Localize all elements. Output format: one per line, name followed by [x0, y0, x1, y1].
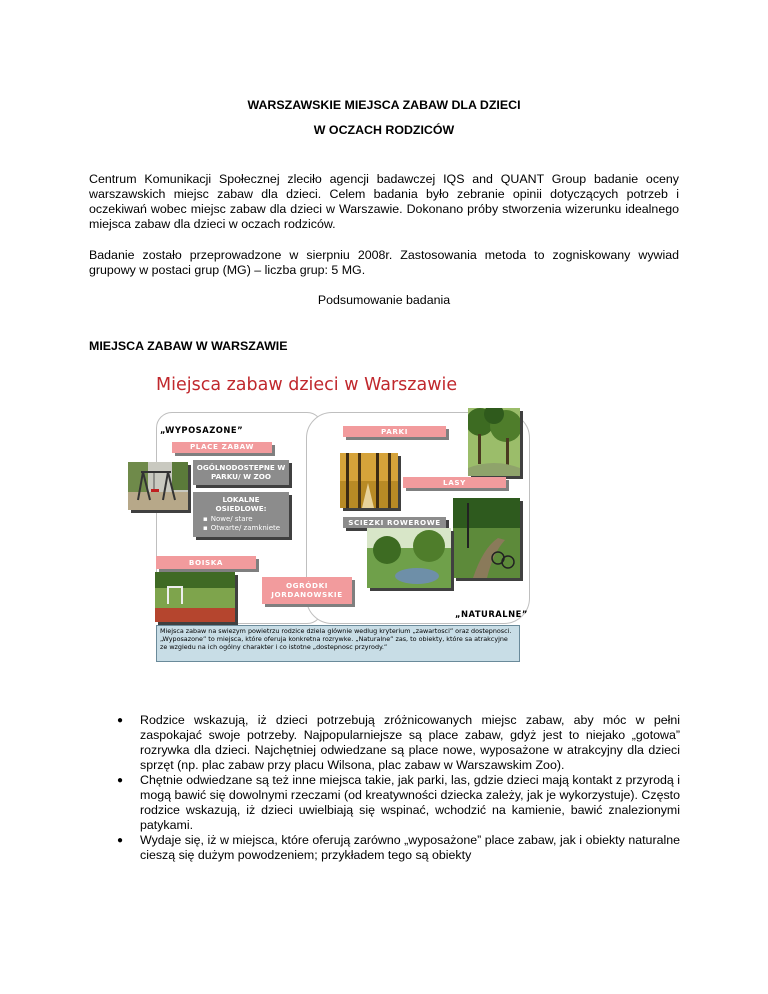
bike-path-photo [453, 498, 520, 578]
ogolnodostepne-box [193, 460, 289, 485]
bullet-list [117, 713, 680, 863]
natural-label: „NATURALNE” [455, 609, 528, 619]
document-subtitle: W OCZACH RODZICÓW [313, 123, 455, 137]
lasy-badge: LASY [403, 477, 506, 488]
ogolnodostepne-label: OGÓLNODOSTEPNE W PARKU/ W ZOO [196, 463, 286, 481]
forest-photo [340, 453, 398, 508]
diagram-title: Miejsca zabaw dzieci w Warszawie [156, 375, 458, 395]
park-photo [468, 408, 520, 476]
ogrodki-label: OGRÓDKI JORDANOWSKIE [271, 581, 343, 599]
bullet-icon: ● [117, 835, 124, 846]
bullet-text: Wydaje się, iż w miejsca, które oferują zarówno „wyposażone” place zabaw, jak i obiekty naturalne cieszą się dużym powodzeniem; przykładem tego są obiekty [140, 833, 680, 862]
pond-photo [367, 528, 451, 588]
summary-heading: Podsumowanie badania [317, 293, 451, 307]
bullet-text: Chętnie odwiedzane są też inne miejsca takie, jak parki, las, gdzie dzieci mają kontakt z przyrodą i mogą bawić się dowolnymi rzeczami (od kreatywności dziecka zależy, jak je wykorzystuje). Często rodzice wskazują, iż dzieci uwielbiają się wspinać, wchodzić na kamienie, bawić znalezionymi patykami. [140, 773, 680, 832]
parki-badge: PARKI [343, 426, 446, 437]
bullet-text: Rodzice wskazują, iż dzieci potrzebują zróżnicowanych miejsc zabaw, aby móc w pełni zaspokajać swoje potrzeby. Najpopularniejsze są place zabaw, gdyż jest to niejako „gotowa” rozrywka dla dzieci. Najchętniej odwiedzane są place nowe, wyposażone w atrakcyjny dla dzieci sprzęt (np. plac zabaw przy placu Wilsona, plac zabaw w Warszawskim Zoo). [140, 713, 680, 772]
playground-photo [128, 462, 188, 510]
equipped-label: „WYPOSAZONE” [160, 425, 244, 435]
bullet-icon: ● [117, 775, 124, 786]
field-photo [155, 572, 235, 622]
intro-paragraph: Centrum Komunikacji Społecznej zleciło agencji badawczej IQS and QUANT Group badanie oceny warszawskich miejsc zabaw dla dzieci. Celem badania było zebranie opinii dotyczących potrzeb i oczekiwań wobec miejsc zabaw dla dzieci w Warszawie. Dokonano próby stworzenia wizerunku idealnego miejsca zabaw dla dzieci w oczach rodziców. [89, 172, 679, 231]
list-item [117, 773, 680, 833]
boiska-badge: BOISKA [156, 556, 256, 569]
ogrodki-badge [262, 577, 352, 604]
lokalne-item: ▪ Otwarte/ zamkniete [203, 524, 289, 533]
place-zabaw-badge: PLACE ZABAW [172, 442, 272, 453]
document-title: WARSZAWSKIE MIEJSCA ZABAW DLA DZIECI [247, 98, 521, 112]
lokalne-item: ▪ Nowe/ stare [203, 515, 289, 524]
list-item [117, 713, 680, 773]
lokalne-label: LOKALNE OSIEDLOWE: [215, 495, 267, 513]
sciezki-box: SCIEZKI ROWEROWE [343, 517, 446, 528]
method-paragraph: Badanie zostało przeprowadzone w sierpniu 2008r. Zastosowania metoda to zogniskowany wywiad grupowy w postaci grup (MG) – liczba grup: 5 MG. [89, 248, 679, 277]
lokalne-box [193, 492, 289, 537]
diagram-note: Miejsca zabaw na swiezym powietrzu rodzice dziela glównie wedlug kryterium „zawartosci” oraz dostepnosci. „Wyposazone” to miejsca, które oferuja konkretna rozrywke. „Naturalne” zas, to obiekty, które sa atrakcyjne ze wzgledu na ich ogólny charakter i co istotne „dostepnosc przyrody.” [156, 625, 520, 662]
list-item [117, 833, 680, 863]
bullet-icon: ● [117, 715, 124, 726]
section-heading: MIEJSCA ZABAW W WARSZAWIE [89, 339, 288, 353]
